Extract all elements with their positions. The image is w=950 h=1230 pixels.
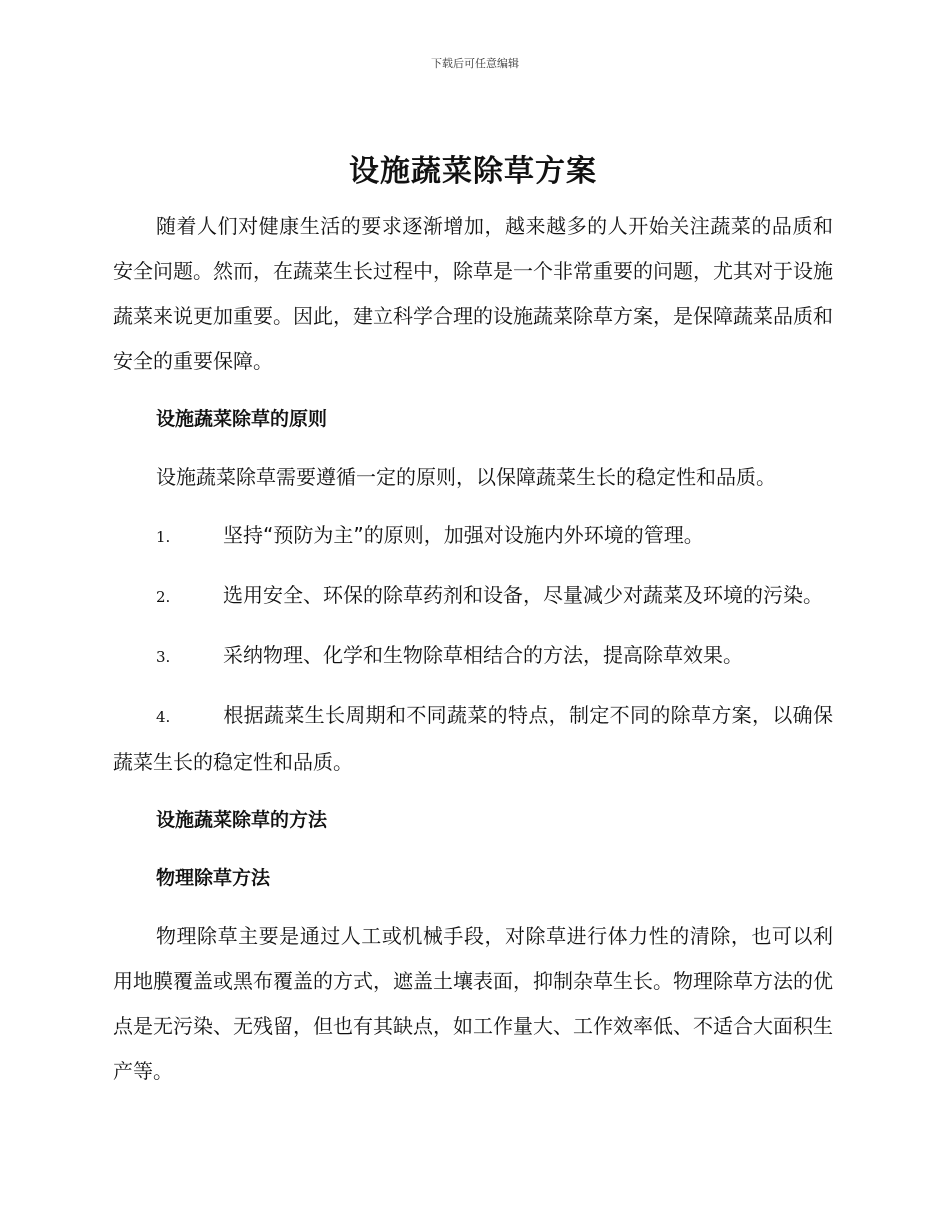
list-number: 3.: [156, 648, 171, 666]
list-item: [113, 633, 833, 680]
intro-paragraph: 随着人们对健康生活的要求逐渐增加，越来越多的人开始关注蔬菜的品质和安全问题。然而，在蔬菜生长过程中，除草是一个非常重要的问题，尤其对于设施蔬菜来说更加重要。因此，建立科学合理的设施蔬菜除草方案，是保障蔬菜品质和安全的重要保障。: [113, 214, 833, 373]
document-title: 设施蔬菜除草方案: [349, 154, 597, 189]
list-item-text: 采纳物理、化学和生物除草相结合的方法，提高除草效果。: [223, 643, 743, 667]
section-heading-methods: 设施蔬菜除草的方法: [156, 809, 328, 831]
list-item-text: 选用安全、环保的除草药剂和设备，尽量减少对蔬菜及环境的污染。: [223, 583, 823, 607]
list-item: [113, 573, 833, 620]
list-item-text: 根据蔬菜生长周期和不同蔬菜的特点，制定不同的除草方案，以确保蔬菜生长的稳定性和品质。: [113, 703, 833, 774]
list-number: 2.: [156, 588, 171, 606]
header-note: 下载后可任意编辑: [431, 57, 519, 70]
document-body: [113, 150, 833, 1094]
list-number: 1.: [156, 528, 171, 546]
section-heading-principles: 设施蔬菜除草的原则: [156, 408, 328, 430]
subheading-physical-weeding: 物理除草方法: [156, 867, 271, 889]
list-item: [113, 693, 833, 785]
principles-lead-paragraph: 设施蔬菜除草需要遵循一定的原则，以保障蔬菜生长的稳定性和品质。: [156, 465, 776, 489]
list-item: [113, 513, 833, 560]
list-item-text: 坚持“预防为主”的原则，加强对设施内外环境的管理。: [223, 523, 704, 547]
list-number: 4.: [156, 708, 171, 726]
physical-weeding-paragraph: 物理除草主要是通过人工或机械手段，对除草进行体力性的清除，也可以利用地膜覆盖或黑布覆盖的方式，遮盖土壤表面，抑制杂草生长。物理除草方法的优点是无污染、无残留，但也有其缺点，如工作量大、工作效率低、不适合大面积生产等。: [113, 924, 833, 1083]
